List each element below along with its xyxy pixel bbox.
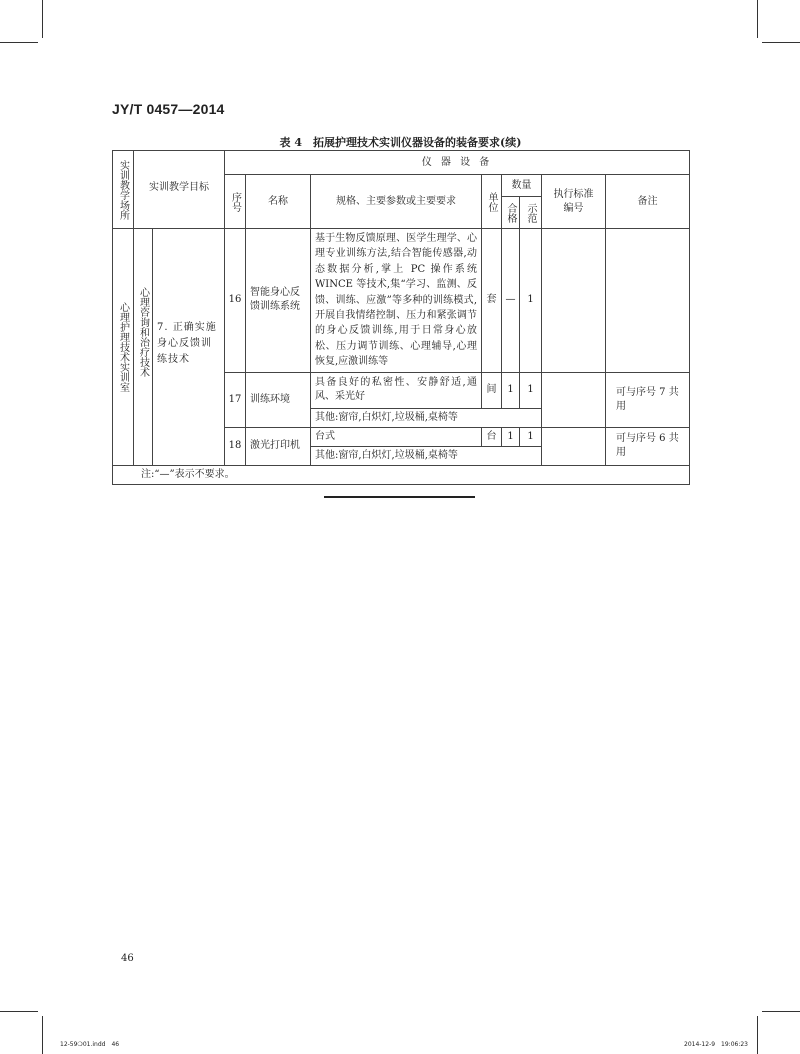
table-note: 注:“—”表示不要求。: [113, 465, 690, 484]
row-seq: 18: [225, 427, 246, 465]
row-standard: [542, 229, 606, 373]
venue-cell: 心理护理技术实训室: [113, 229, 134, 466]
row-spec: 具备良好的私密性、安静舒适,通风、采光好: [311, 372, 482, 408]
row-seq: 17: [225, 372, 246, 427]
row-qualified: 1: [502, 372, 520, 408]
header-unit: 单位: [482, 175, 502, 229]
table-title: 表 4 拓展护理技术实训仪器设备的装备要求(续): [279, 136, 522, 149]
crop-mark: [42, 1016, 43, 1054]
equipment-table: [112, 150, 690, 485]
row-spec: 台式: [311, 427, 482, 446]
standard-number: JY/T 0457—2014: [112, 101, 225, 117]
file-info: 12-59❍01.indd 46: [60, 1041, 120, 1048]
end-rule: [324, 496, 475, 498]
category-cell: 心理咨询和治疗技术: [134, 229, 153, 466]
row-spec: 基于生物反馈原理、医学生理学、心理专业训练方法,结合智能传感器,动态数据分析,掌上 PC 操作系统 WINCE 等技术,集“学习、监测、反馈、训练、应激”等多种的训练模式,开展自我情绪控制、压力和紧张调节的身心反馈训练,用于日常身心放松、压力调节训练、心理辅导,心理恢复,应激训练等: [311, 229, 482, 373]
header-spec: 规格、主要参数或主要要求: [311, 175, 482, 229]
row-name: 激光打印机: [246, 427, 311, 465]
row-demo: 1: [520, 427, 542, 446]
row-unit: 间: [482, 372, 502, 408]
row-unit: 套: [482, 229, 502, 373]
header-standard: 执行标准编号: [542, 175, 606, 229]
row-qualified: 1: [502, 427, 520, 446]
header-venue: 实训教学场所: [113, 151, 134, 229]
row-standard: [542, 427, 606, 465]
crop-mark: [757, 1016, 758, 1054]
row-spec-extra: 其他:窗帘,白炽灯,垃圾桶,桌椅等: [311, 446, 542, 465]
row-remark: 可与序号 6 共用: [606, 427, 690, 465]
header-qualified: 合格: [502, 197, 520, 229]
crop-mark: [762, 1011, 800, 1012]
header-name: 名称: [246, 175, 311, 229]
row-demo: 1: [520, 372, 542, 408]
crop-mark: [762, 42, 800, 43]
crop-mark: [757, 0, 758, 38]
row-standard: [542, 372, 606, 427]
header-goal: 实训教学目标: [134, 151, 225, 229]
row-remark: 可与序号 7 共用: [606, 372, 690, 427]
crop-mark: [0, 42, 38, 43]
crop-mark: [0, 1011, 38, 1012]
page-number: 46: [121, 953, 134, 964]
header-quantity: 数量: [502, 175, 542, 197]
row-name: 训练环境: [246, 372, 311, 427]
goal-cell: 7. 正确实施身心反馈训练技术: [153, 229, 225, 466]
row-demo: 1: [520, 229, 542, 373]
crop-mark: [42, 0, 43, 38]
row-remark: [606, 229, 690, 373]
row-name: 智能身心反馈训练系统: [246, 229, 311, 373]
row-qualified: —: [502, 229, 520, 373]
row-seq: 16: [225, 229, 246, 373]
row-spec-extra: 其他:窗帘,白炽灯,垃圾桶,桌椅等: [311, 408, 542, 427]
timestamp: 2014-12-9 19:06:23: [684, 1041, 748, 1048]
row-unit: 台: [482, 427, 502, 446]
header-seq: 序号: [225, 175, 246, 229]
header-demo: 示范: [520, 197, 542, 229]
header-remark: 备注: [606, 175, 690, 229]
header-equipment: 仪 器 设 备: [225, 151, 690, 175]
